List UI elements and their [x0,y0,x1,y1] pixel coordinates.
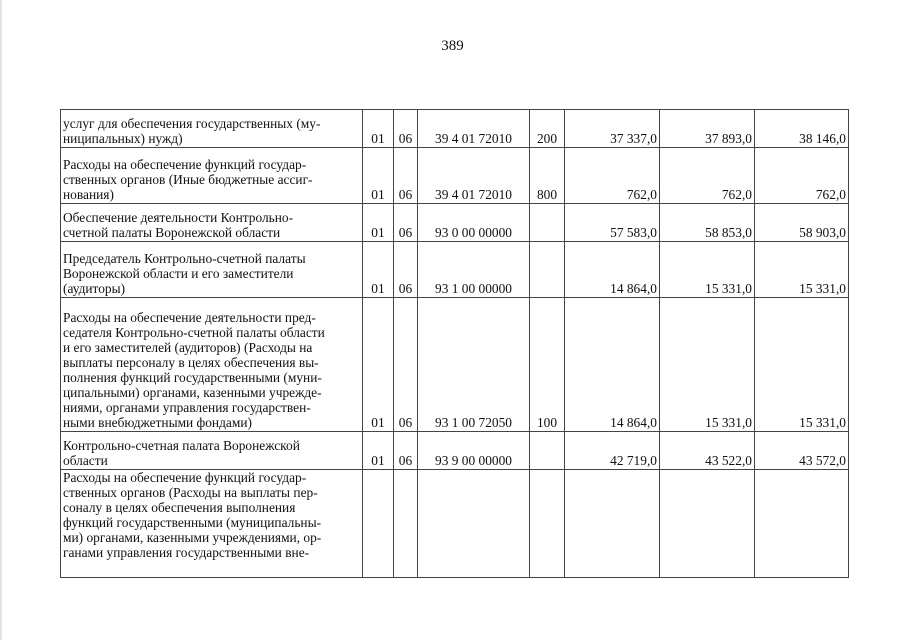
table-row [61,204,849,242]
description-line: полнения функций государственными (муни- [63,370,322,385]
description-line: услуг для обеспечения государственных (му- [63,116,321,131]
target-article-code: 93 0 00 00000 [418,204,530,242]
amount-year-3: 762,0 [755,148,849,204]
description-line: ственных органов (Иные бюджетные ассиг- [63,172,313,187]
description-line: Председатель Контрольно-счетной палаты [63,251,306,266]
subsection-code: 06 [394,110,418,148]
subsection-code: 06 [394,204,418,242]
description-line: ми) органами, казенными учреждениями, ор- [63,530,322,545]
amount-year-1: 37 337,0 [565,110,660,148]
expense-type-code [530,432,565,470]
subsection-code: 06 [394,298,418,432]
target-article-code: 93 9 00 00000 [418,432,530,470]
amount-year-3: 38 146,0 [755,110,849,148]
description-line: Расходы на обеспечение функций государ- [63,157,307,172]
description-line: ниципальных) нужд) [63,131,183,146]
description-line: соналу в целях обеспечения выполнения [63,500,296,515]
section-code: 01 [363,242,394,298]
expense-type-code: 200 [530,110,565,148]
description-line: ганами управления государственными вне- [63,545,310,560]
amount-year-2: 58 853,0 [660,204,755,242]
description-line: Воронежской области и его заместители [63,266,294,281]
description-line: Обеспечение деятельности Контрольно- [63,210,294,225]
description-line: ными внебюджетными фондами) [63,415,252,430]
subsection-code: 06 [394,432,418,470]
amount-year-3 [755,470,849,578]
table-row [61,470,849,578]
budget-table [60,109,849,578]
scan-edge [0,0,3,640]
description-line: и его заместителей (аудиторов) (Расходы на [63,340,313,355]
row-description [61,110,363,148]
table-row [61,148,849,204]
amount-year-3: 15 331,0 [755,298,849,432]
table-row [61,298,849,432]
target-article-code [418,470,530,578]
description-line: функций государственными (муниципальны- [63,515,322,530]
amount-year-2: 15 331,0 [660,298,755,432]
description-line: Расходы на обеспечение деятельности пред- [63,310,316,325]
description-line: выплаты персоналу в целях обеспечения вы- [63,355,319,370]
target-article-code: 39 4 01 72010 [418,148,530,204]
section-code: 01 [363,204,394,242]
page-number: 389 [441,38,464,54]
expense-type-code [530,242,565,298]
table-row [61,110,849,148]
row-description [61,204,363,242]
amount-year-1: 42 719,0 [565,432,660,470]
target-article-code: 39 4 01 72010 [418,110,530,148]
amount-year-1: 762,0 [565,148,660,204]
expense-type-code [530,470,565,578]
table-body [61,110,849,578]
expense-type-code: 100 [530,298,565,432]
amount-year-1: 14 864,0 [565,298,660,432]
amount-year-2: 37 893,0 [660,110,755,148]
amount-year-2 [660,470,755,578]
table-row [61,242,849,298]
description-line: седателя Контрольно-счетной палаты области [63,325,325,340]
section-code: 01 [363,298,394,432]
row-description [61,148,363,204]
amount-year-1: 14 864,0 [565,242,660,298]
description-line: Контрольно-счетная палата Воронежской [63,438,300,453]
expense-type-code [530,204,565,242]
table-row [61,432,849,470]
description-line: ниями, органами управления государствен- [63,400,311,415]
subsection-code: 06 [394,148,418,204]
subsection-code: 06 [394,242,418,298]
row-description [61,470,363,578]
description-line: области [63,453,108,468]
section-code: 01 [363,148,394,204]
section-code: 01 [363,110,394,148]
amount-year-2: 762,0 [660,148,755,204]
row-description [61,242,363,298]
target-article-code: 93 1 00 72050 [418,298,530,432]
section-code: 01 [363,432,394,470]
amount-year-2: 43 522,0 [660,432,755,470]
description-line: (аудиторы) [63,281,126,296]
amount-year-3: 58 903,0 [755,204,849,242]
subsection-code [394,470,418,578]
amount-year-1: 57 583,0 [565,204,660,242]
amount-year-2: 15 331,0 [660,242,755,298]
row-description [61,432,363,470]
description-line: ципальными) органами, казенными учрежде- [63,385,322,400]
description-line: Расходы на обеспечение функций государ- [63,470,307,485]
amount-year-1 [565,470,660,578]
row-description [61,298,363,432]
description-line: счетной палаты Воронежской области [63,225,281,240]
description-line: ственных органов (Расходы на выплаты пер- [63,485,318,500]
section-code [363,470,394,578]
amount-year-3: 43 572,0 [755,432,849,470]
target-article-code: 93 1 00 00000 [418,242,530,298]
expense-type-code: 800 [530,148,565,204]
amount-year-3: 15 331,0 [755,242,849,298]
description-line: нования) [63,187,114,202]
